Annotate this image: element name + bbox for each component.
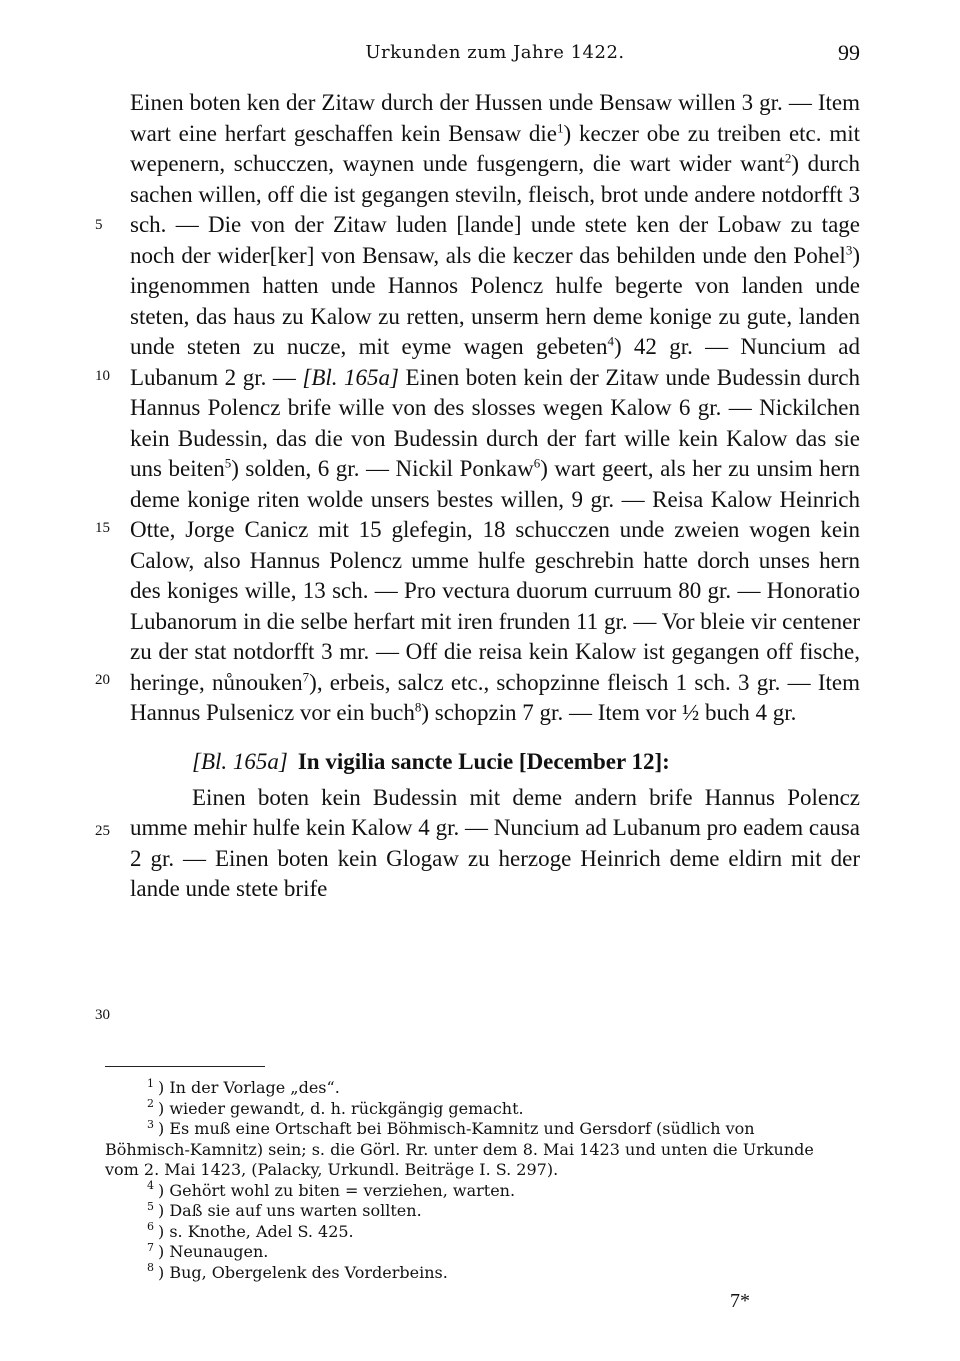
footnote-number: 5 (147, 1199, 154, 1213)
line-number: 30 (95, 1007, 110, 1023)
running-title: Urkunden zum Jahre 1422. (365, 42, 625, 63)
footnote-ref: 4 (607, 333, 614, 349)
footnote-text: Neunaugen. (169, 1242, 269, 1261)
line-number: 20 (95, 672, 110, 688)
page-header (130, 40, 860, 76)
footnote-number: 1 (147, 1076, 154, 1090)
footnote-number: 8 (147, 1261, 154, 1275)
footnote-continuation: Böhmisch-Kamnitz) sein; s. die Görl. Rr. unter dem 8. Mai 1423 und unten die Urkunde (105, 1139, 814, 1159)
main-text (130, 88, 860, 905)
line-number: 10 (95, 368, 110, 384)
footnote-text: wieder gewandt, d. h. rückgängig gemacht. (169, 1098, 524, 1118)
paragraph-1 (130, 88, 860, 729)
signature-mark: 7* (730, 1290, 750, 1312)
footnote-continuation: vom 2. Mai 1423, (Palacky, Urkundl. Beiträge I. S. 297). (105, 1160, 559, 1179)
footnote: $^2$ ) wieder gewandt, d. h. rückgängig gemacht. (147, 1097, 524, 1118)
footnote-ref: 2 (784, 150, 792, 166)
text-segment: ) durch sachen willen, off die ist gegangen steviln, fleisch, brot unde andere notdorfft 3 sch. — Die von der Zitaw luden [lande] unde stete ken der Lobaw zu tage noch der wider[ker] von Bensaw, als die keczer das behilden unde den Pohel (130, 151, 860, 268)
text-segment: ) wart geert, als her zu unsim hern deme konige riten wolde unsers bestes willen, 9 gr. — Reisa Kalow Heinrich Otte, Jorge Canicz mit 15 glefegin, 18 schucczen unde zweien wogen kein Calow, also Hannus Polencz umme hulfe geschrebin hatte dorch unses hern des koniges wille, 13 sch. — Pro vectura duorum curruum 80 gr. — Honoratio Lubanorum in die selbe herfart mit iren frunden 11 gr. — Vor bleie vir centener zu der stat notdorfft 3 mr. — Off die reisa kein Kalow ist gegangen off fische, heringe, nůnouken (130, 456, 861, 695)
line-number: 5 (95, 217, 103, 233)
section-heading (130, 741, 860, 783)
text-segment: ) 42 gr. — Nuncium ad Lubanum 2 gr. — (130, 334, 861, 390)
footnote: $^7$ ) Neunaugen. (147, 1240, 269, 1261)
text-segment: ) ingenommen hatten unde Hannos Polencz hulfe begerte von landen unde steten, das haus zu Kalow zu retten, unserm hern deme konige zu gute, landen unde steten zu nucze, mit eyme wagen gebeten (130, 242, 860, 359)
footnote-ref: 1 (557, 119, 564, 135)
footnotes (105, 1078, 860, 1283)
footnote-text: In der Vorlage „des“. (169, 1078, 340, 1097)
footnote-number: 7 (147, 1240, 154, 1254)
text-segment: ) solden, 6 gr. — Nickil Ponkaw (231, 456, 534, 481)
footnote: $^4$ ) Gehört wohl zu biten = verziehen, warten. (147, 1179, 516, 1200)
text-segment: ) keczer obe zu treiben etc. mit wepenern, schucczen, waynen unde fusgengern, die wart wider want (130, 120, 860, 176)
footnote-ref: 6 (533, 455, 541, 471)
footnote-number: 3 (147, 1117, 154, 1131)
folio-reference: [Bl. 165a] (302, 364, 400, 390)
footnote-text: Daß sie auf uns warten sollten. (169, 1201, 422, 1220)
line-number: 15 (95, 520, 110, 536)
footnote: $^5$ ) Daß sie auf uns warten sollten. (147, 1199, 422, 1220)
text-segment: Einen boten kein der Zitaw unde Budessin durch Hannus Polencz brife wille von des slosses wegen Kalow 6 gr. — Nickilchen kein Budessin, das die von Budessin durch der fart wille kein Kalow das sie uns beiten (130, 364, 860, 481)
footnote-ref: 8 (414, 699, 422, 715)
footnote-text: Es muß eine Ortschaft bei Böhmisch-Kamnitz und Gersdorf (südlich von (169, 1119, 755, 1138)
footnote-ref: 3 (845, 241, 853, 257)
footnote-text: s. Knothe, Adel S. 425. (169, 1221, 354, 1241)
footnote-ref: 5 (224, 455, 232, 471)
footnote-text: Bug, Obergelenk des Vorderbeins. (169, 1262, 448, 1282)
section-title: In vigilia sancte Lucie [December 12]: (297, 748, 670, 774)
text-segment: Einen boten ken der Zitaw durch der Hussen unde Bensaw willen 3 gr. — Item wart eine herfart geschaffen kein Bensaw die (130, 90, 860, 146)
footnote-ref: 7 (302, 668, 310, 684)
footnote-rule (105, 1066, 265, 1067)
footnote: $^8$ ) Bug, Obergelenk des Vorderbeins. (147, 1261, 448, 1282)
footnote: $^6$ ) s. Knothe, Adel S. 425. (147, 1220, 354, 1241)
footnote-number: 2 (147, 1097, 154, 1111)
footnote-text: Gehört wohl zu biten = verziehen, warten. (169, 1180, 516, 1200)
folio-reference: [Bl. 165a] (192, 748, 288, 774)
text-segment: ) schopzin 7 gr. — Item vor ½ buch 4 gr. (421, 700, 797, 725)
footnote-number: 4 (147, 1179, 154, 1193)
footnote: $^3$ ) Es muß eine Ortschaft bei Böhmisch-Kamnitz und Gersdorf (südlich von (147, 1117, 755, 1138)
paragraph-2: Einen boten kein Budessin mit deme andern brife Hannus Polencz umme mehir hulfe kein Kalow 4 gr. — Nuncium ad Lubanum pro eadem causa 2 gr. — Einen boten kein Glogaw zu herzoge Heinrich deme eldirn mit der lande unde stete brife (130, 784, 860, 901)
footnote-number: 6 (147, 1220, 154, 1234)
footnote: $^1$ ) In der Vorlage „des“. (147, 1076, 340, 1097)
text-segment: ), erbeis, salcz etc., schopzinne fleisch 1 sch. 3 gr. — Item Hannus Pulsenicz vor ein buch (130, 669, 860, 725)
line-number: 25 (95, 823, 110, 839)
page-number: 99 (838, 40, 860, 65)
